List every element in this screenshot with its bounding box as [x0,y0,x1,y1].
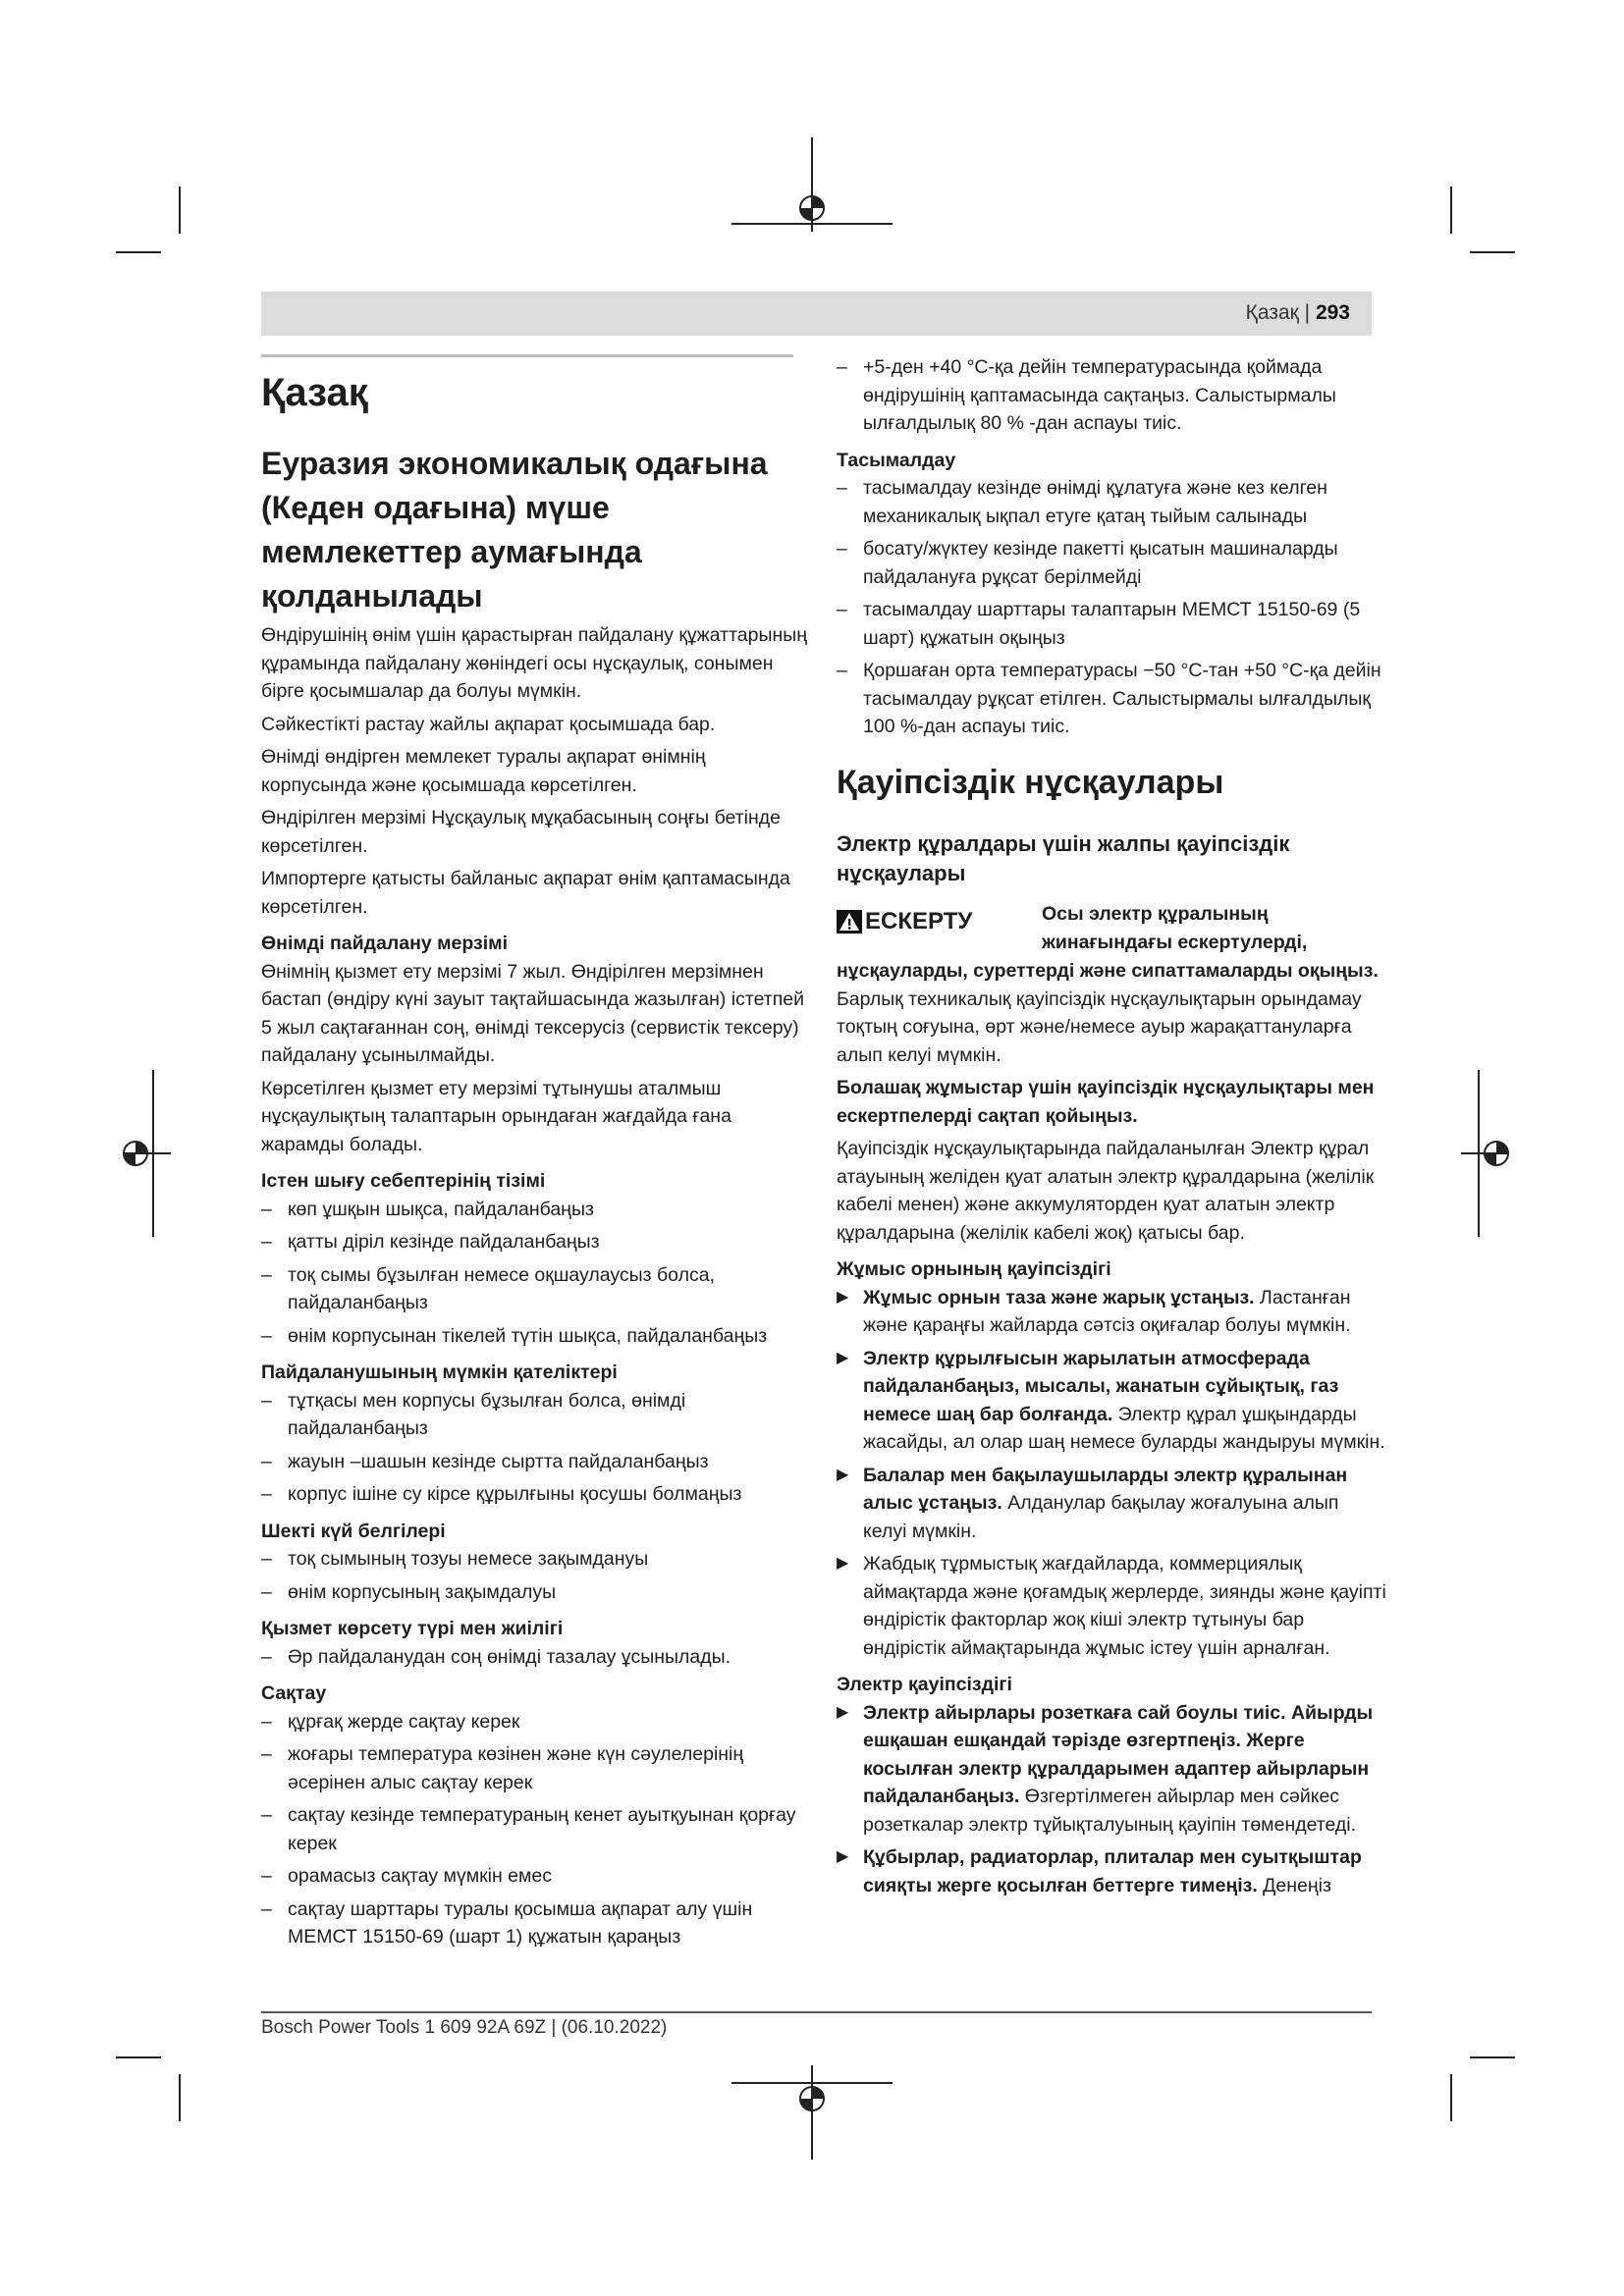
dash-list [837,474,1386,741]
warning-label-text: ЕСКЕРТУ [865,908,973,934]
list-item-text: тасымалдау шарттары талаптарын МЕМСТ 15150-69 (5 шарт) құжатын оқыңыз [863,599,1361,649]
paragraph: Өндірілген мерзімі Нұсқаулық мұқабасының соңғы бетінде көрсетілген. [261,807,781,857]
list-item-text: тасымалдау кезінде өнімді құлатуға және кез келген механикалық ықпал етуге қатаң тыйым салынады [863,477,1327,527]
crop-mark [116,251,161,253]
list-item [837,1462,1386,1546]
dash-list [261,1708,811,1951]
paragraph: Өндірушінің өнім үшін қарастырған пайдалану құжаттарының құрамында пайдалану жөніндегі осы нұсқаулық, сонымен бірге қосымшалар да болуы мүмкін. [261,624,808,702]
list-item: – босату/жүктеу кезінде пакетті қысатын машиналарды пайдалануға рұқсат берілмейді [837,538,1338,588]
section-heading: Өнімді пайдалану мерзімі [261,933,508,954]
header-label: Қазақ | 293 [1245,301,1350,324]
paragraph: Сәйкестікті растау жайлы ақпарат қосымшада бар. [261,713,716,735]
list-item: – көп ұшқын шықса, пайдаланбаңыз [261,1198,594,1220]
right-column-bottom [837,957,1386,1904]
page-number: 293 [1315,301,1350,324]
list-item: – тұтқасы мен корпусы бұзылған болса, өнімді пайдаланбаңыз [261,1389,686,1439]
list-item-bold: Электр құрылғысын жарылатын атмосферада пайдаланбаңыз, мысалы, жанатын сұйықтық, газ немесе шаң бар болғанда. [863,1347,1339,1425]
arrow-bullet-icon: ▶ [837,1555,849,1572]
dash-list [261,1387,811,1509]
section-heading: Тасымалдау [837,449,956,471]
warning-triangle-icon [837,910,862,934]
list-item [837,1699,1386,1840]
arrow-bullet-icon: ▶ [837,1349,849,1366]
list-item: – сақтау шарттары туралы қосымша ақпарат алу үшін МЕМСТ 15150-69 (шарт 1) құжатын қараңыз [261,1897,753,1948]
section-subtitle: Еуразия экономикалық одағына (Кеден одағына) мүше мемлекеттер аумағында қолданылады [261,446,768,614]
list-item-text: Қоршаған орта температурасы −50 °C-тан +50 °C-қа дейін тасымалдау рұқсат етілген. Салыстырмалы ылғалдылық 100 %-дан аспауы тиіс. [863,660,1381,737]
list-item-text: Алданулар бақылау жоғалуына алып келуі мүмкін. [863,1492,1339,1542]
list-item: – Әр пайдаланудан соң өнімді тазалау ұсынылады. [261,1645,731,1668]
paragraph: Импортерге қатысты байланыс ақпарат өнім қаптамасында көрсетілген. [261,868,790,918]
list-item-text: тұтқасы мен корпусы бұзылған болса, өнімді пайдаланбаңыз [288,1389,686,1439]
warning-bold-text: нұсқауларды, суреттерді және сипаттамаларды оқыңыз. [837,960,1379,982]
paragraph: Көрсетілген қызмет ету мерзімі тұтынушы аталмыш нұсқаулықтың талаптарын орындаған жағдайда ғана жарамды болады. [261,1077,731,1155]
list-item: – жауын –шашын кезінде сыртта пайдаланбаңыз [261,1450,709,1472]
divider [261,354,793,357]
warning-bold-text: Осы электр құралының жинағындағы ескертулерді, [1042,903,1308,953]
list-item-bold: Балалар мен бақылаушыларды электр құралынан алыс ұстаңыз. [863,1464,1348,1514]
arrow-bullet-icon: ▶ [837,1466,849,1483]
registration-mark-icon [731,137,893,236]
paragraph: Қауіпсіздік нұсқаулықтарында пайдаланылған Электр құрал атауының желіден қуат алатын электр құралдарына (желілік кабелі менен) және аккумуляторден қуат алатын электр құралдарына (желілік кабелі жоқ) қатысы бар. [837,1138,1375,1244]
crop-mark [179,2074,181,2121]
paragraph: Өнімнің қызмет ету мерзімі 7 жыл. Өндірілген мерзімнен бастап (өндіру күні зауыт тақтайшасында жазылған) істетпей 5 жыл сақтағаннан соң, өнімді тексерусіз (сервистік тексеру) пайдалану ұсынылмайды. [261,960,805,1066]
paragraph: Өнімді өндірген мемлекет туралы ақпарат өнімнің корпусында және қосымшада көрсетілген. [261,746,706,796]
list-item: – өнім корпусынан тікелей түтін шықса, пайдаланбаңыз [261,1324,768,1347]
arrow-list [837,1699,1386,1900]
list-item-text: құрғақ жерде сақтау керек [288,1710,520,1733]
crop-mark [1450,187,1452,234]
list-item-text: +5-ден +40 °C-қа дейін температурасында қоймада өндірушінің қаптамасында сақтаңыз. Салыстырмалы ылғалдылық 80 % -дан аспауы тиіс. [863,356,1336,434]
page-title: Қазақ [261,371,368,414]
list-item: – өнім корпусының зақымдалуы [261,1580,557,1603]
list-item-text: қатты діріл кезінде пайдаланбаңыз [288,1231,600,1253]
list-item-text: жоғары температура көзінен және күн сәулелерінің әсерінен алыс сақтау керек [288,1743,744,1793]
arrow-bullet-icon: ▶ [837,1288,849,1306]
section-heading: Пайдаланушының мүмкін қателіктері [261,1362,618,1383]
list-item-text: корпус ішіне су кірсе құрылғыны қосушы болмаңыз [288,1483,742,1505]
list-item: – сақтау кезінде температураның кенет ауытқуынан қорғау керек [261,1804,796,1854]
list-item-text: орамасыз сақтау мүмкін емес [288,1865,553,1887]
warning-paragraph [837,957,1386,1069]
registration-mark-icon [106,1070,171,1237]
right-column-top [837,353,1386,746]
list-item: – тоқ сымының тозуы немесе зақымдануы [261,1548,649,1570]
list-item: – корпус ішіне су кірсе құрылғыны қосушы болмаңыз [261,1483,742,1505]
list-item-text: тоқ сымының тозуы немесе зақымдануы [288,1548,649,1570]
list-item-text: тоқ сымы бұзылған немесе оқшаулаусыз болса, пайдаланбаңыз [288,1263,715,1313]
list-item: – жоғары температура көзінен және күн сәулелерінің әсерінен алыс сақтау керек [261,1743,744,1793]
list-item-text: өнім корпусынан тікелей түтін шықса, пайдаланбаңыз [288,1324,768,1347]
list-item-text: Денеңіз [1263,1874,1331,1896]
crop-mark [1450,2074,1452,2121]
keep-instructions: Болашақ жұмыстар үшін қауіпсіздік нұсқаулықтары мен ескертпелерді сақтап қойыңыз. [837,1077,1375,1127]
list-item-text: Әр пайдаланудан соң өнімді тазалау ұсынылады. [288,1645,731,1668]
dash-list [837,353,1386,438]
footer-text: Bosch Power Tools 1 609 92A 69Z | (06.10.2022) [261,2017,668,2038]
safety-title: Қауіпсіздік нұсқаулары [837,764,1224,801]
registration-mark-icon [1461,1070,1526,1237]
list-item-text: көп ұшқын шықса, пайдаланбаңыз [288,1198,594,1220]
left-column-body [261,621,811,1956]
section-heading: Сақтау [261,1682,327,1704]
list-item-text: Ластанған және қараңғы жайларда сәтсіз оқиғалар болуы мүмкін. [863,1286,1351,1336]
dash-list [261,1643,811,1672]
warning-label [837,908,972,935]
page-header [261,292,1372,336]
section-heading: Жұмыс орнының қауіпсіздігі [837,1258,1111,1280]
list-item: – тасымалдау шарттары талаптарын МЕМСТ 15150-69 (5 шарт) құжатын оқыңыз [837,599,1361,649]
section-heading: Істен шығу себептерінің тізімі [261,1170,546,1192]
list-item-text: Өзгертілмеген айырлар мен сәйкес розеткалар электр тұйықталуының қауіпін төмендетеді. [863,1786,1357,1836]
footer-divider [261,2011,1372,2013]
crop-mark [1470,251,1515,253]
list-item-text: Электр құрал ұшқындарды жасайды, ал олар шаң немесе буларды жандыруы мүмкін. [863,1403,1385,1453]
list-item [837,1550,1386,1662]
list-item-text: өнім корпусының зақымдалуы [288,1580,557,1603]
list-item-text: сақтау шарттары туралы қосымша ақпарат алу үшін МЕМСТ 15150-69 (шарт 1) құжатын қараңыз [288,1897,753,1948]
header-language: Қазақ [1245,301,1299,324]
list-item: – +5-ден +40 °C-қа дейін температурасында қоймада өндірушінің қаптамасында сақтаңыз. Салыстырмалы ылғалдылық 80 % -дан аспауы тиіс. [837,356,1336,434]
list-item-bold: Жұмыс орнын таза және жарық ұстаңыз. [863,1286,1255,1308]
section-heading: Шекті күй белгілері [261,1520,446,1542]
list-item-text: Жабдық тұрмыстық жағдайларда, коммерциялық аймақтарда және қоғамдық жерлерде, зиянды және қауіпті өндірістік факторлар жоқ кіші электр тұтынуы бар өндірістік аймақтарында жұмыс істеу үшін арналған. [863,1553,1386,1659]
list-item: – Қоршаған орта температурасы −50 °C-тан +50 °C-қа дейін тасымалдау рұқсат етілген. Салыстырмалы ылғалдылық 100 %-дан аспауы тиіс. [837,660,1381,737]
warning-normal-text: Барлық техникалық қауіпсіздік нұсқаулықтарын орындамау тоқтың соғуына, өрт және/немесе ауыр жарақаттануларға алып келуі мүмкін. [837,988,1362,1066]
arrow-list [837,1284,1386,1663]
registration-mark-icon [731,2061,893,2160]
warning-text [1042,900,1385,956]
dash-list [261,1545,811,1606]
list-item: – құрғақ жерде сақтау керек [261,1710,520,1733]
arrow-bullet-icon: ▶ [837,1848,849,1865]
list-item-text: босату/жүктеу кезінде пакетті қысатын машиналарды пайдалануға рұқсат берілмейді [863,538,1338,588]
list-item [837,1284,1386,1340]
crop-mark [1470,2056,1515,2058]
arrow-bullet-icon: ▶ [837,1703,849,1721]
list-item-bold: Электр айырлары розеткаға сай боулы тиіс. Айырды ешқашан ешқандай тәрізде өзгертпеңіз. Жерге косылған электр құралдарымен адаптер айырларын пайдаланбаңыз. [863,1701,1374,1807]
list-item: – қатты діріл кезінде пайдаланбаңыз [261,1231,600,1253]
list-item [837,1843,1386,1899]
list-item-bold: Құбырлар, радиаторлар, плиталар мен суытқыштар сияқты жерге қосылған беттерге тимеңіз. [863,1846,1362,1896]
list-item: – тоқ сымы бұзылған немесе оқшаулаусыз болса, пайдаланбаңыз [261,1263,715,1313]
list-item: – тасымалдау кезінде өнімді құлатуға және кез келген механикалық ықпал етуге қатаң тыйым салынады [837,477,1327,527]
list-item: – орамасыз сақтау мүмкін емес [261,1865,553,1887]
list-item-text: сақтау кезінде температураның кенет ауытқуынан қорғау керек [288,1804,796,1854]
list-item-text: жауын –шашын кезінде сыртта пайдаланбаңыз [288,1450,709,1472]
section-heading: Қызмет көрсету түрі мен жиілігі [261,1618,564,1639]
crop-mark [179,187,181,234]
dash-list [261,1196,811,1351]
crop-mark [116,2056,161,2058]
section-heading: Электр қауіпсіздігі [837,1674,1012,1695]
safety-subtitle: Электр құралдары үшін жалпы қауіпсіздік нұсқаулары [837,831,1290,885]
list-item [837,1345,1386,1457]
